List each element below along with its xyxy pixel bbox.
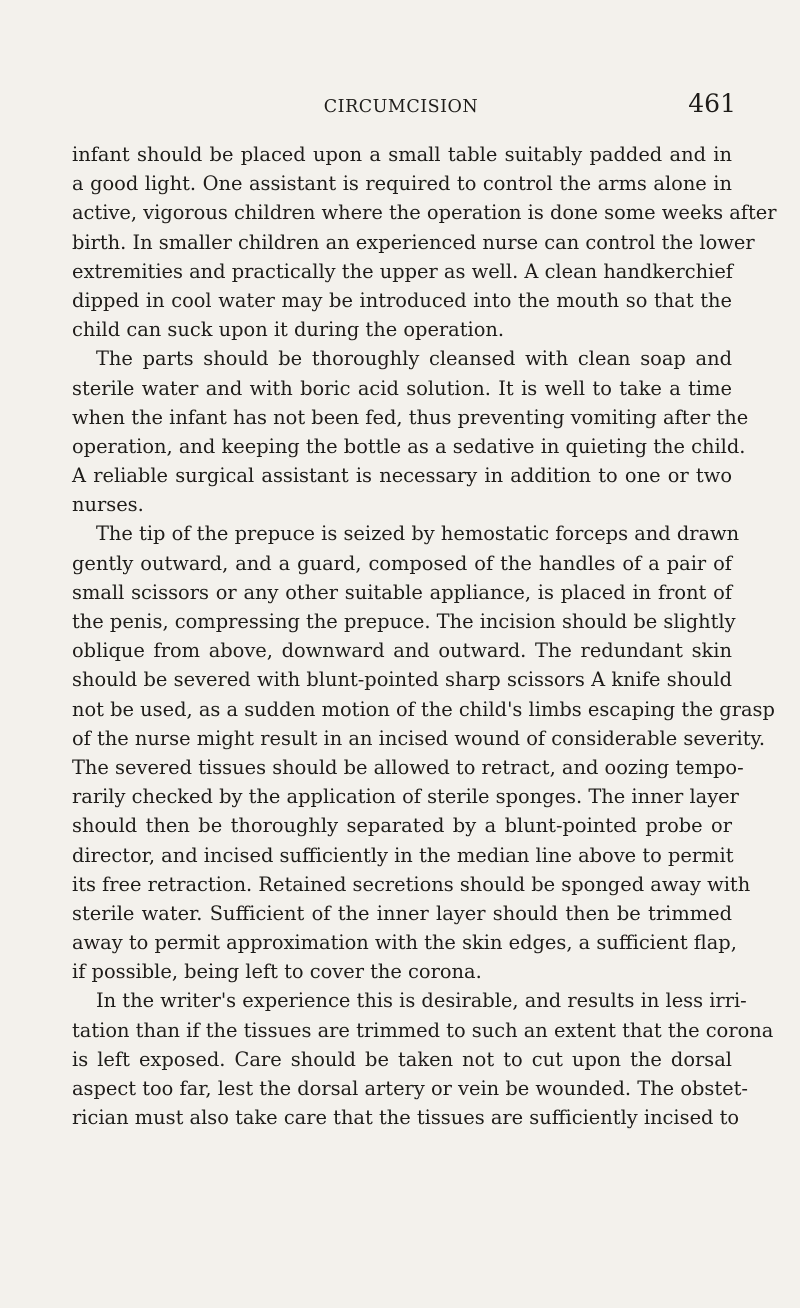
text-line: gently outward, and a guard, composed of the handles of a pair of: [72, 551, 732, 575]
text-line: child can suck upon it during the operation.: [72, 318, 505, 342]
page-number: 461: [688, 89, 736, 118]
text-line: nurses.: [72, 493, 144, 517]
text-line: extremities and practically the upper as well. A clean handkerchief: [72, 259, 733, 283]
text-line: of the nurse might result in an incised wound of considerable severity.: [72, 726, 766, 750]
text-line: if possible, being left to cover the corona.: [72, 960, 482, 984]
text-line: The severed tissues should be allowed to retract, and oozing tempo-: [72, 755, 744, 779]
text-line: rarily checked by the application of sterile sponges. The inner layer: [72, 785, 739, 809]
text-line: is left exposed. Care should be taken not to cut upon the dorsal: [72, 1047, 732, 1071]
text-line: director, and incised sufficiently in the median line above to permit: [72, 843, 734, 867]
text-line: its free retraction. Retained secretions should be sponged away with: [72, 872, 751, 896]
text-line: should then be thoroughly separated by a blunt-pointed probe or: [72, 814, 732, 838]
chapter-title: CIRCUMCISION: [323, 97, 479, 117]
text-line: rician must also take care that the tissues are sufficiently incised to: [72, 1106, 740, 1130]
body-text: [72, 140, 777, 1132]
paragraph-start-line: The tip of the prepuce is seized by hemostatic forceps and drawn: [96, 522, 740, 546]
text-line: sterile water. Sufficient of the inner layer should then be trimmed: [72, 901, 732, 925]
text-line: not be used, as a sudden motion of the child's limbs escaping the grasp: [72, 697, 775, 721]
text-line: sterile water and with boric acid solution. It is well to take a time: [72, 376, 732, 400]
text-line: when the infant has not been fed, thus preventing vomiting after the: [72, 405, 749, 429]
text-line: the penis, compressing the prepuce. The incision should be slightly: [72, 610, 736, 633]
text-line: small scissors or any other suitable appliance, is placed in front of: [72, 580, 732, 604]
text-line: tation than if the tissues are trimmed to such an extent that the corona: [72, 1018, 774, 1042]
text-line: dipped in cool water may be introduced into the mouth so that the: [72, 288, 732, 312]
text-line: a good light. One assistant is required to control the arms alone in: [72, 172, 732, 196]
text-line: should be severed with blunt-pointed sharp scissors A knife should: [72, 668, 732, 692]
paragraph-start-line: In the writer's experience this is desirable, and results in less irri-: [96, 989, 747, 1013]
text-line: birth. In smaller children an experienced nurse can control the lower: [72, 230, 755, 254]
text-line: A reliable surgical assistant is necessary in addition to one or two: [72, 464, 732, 488]
running-head: [66, 89, 736, 125]
text-line: away to permit approximation with the skin edges, a sufficient flap,: [72, 931, 737, 955]
text-line: infant should be placed upon a small table suitably padded and in: [72, 143, 732, 166]
text-line: operation, and keeping the bottle as a sedative in quieting the child.: [72, 434, 746, 458]
text-line: aspect too far, lest the dorsal artery or vein be wounded. The obstet-: [72, 1077, 748, 1100]
text-line: active, vigorous children where the operation is done some weeks after: [72, 201, 777, 225]
text-line: oblique from above, downward and outward. The redundant skin: [72, 639, 732, 663]
paragraph-start-line: The parts should be thoroughly cleansed with clean soap and: [96, 347, 732, 371]
